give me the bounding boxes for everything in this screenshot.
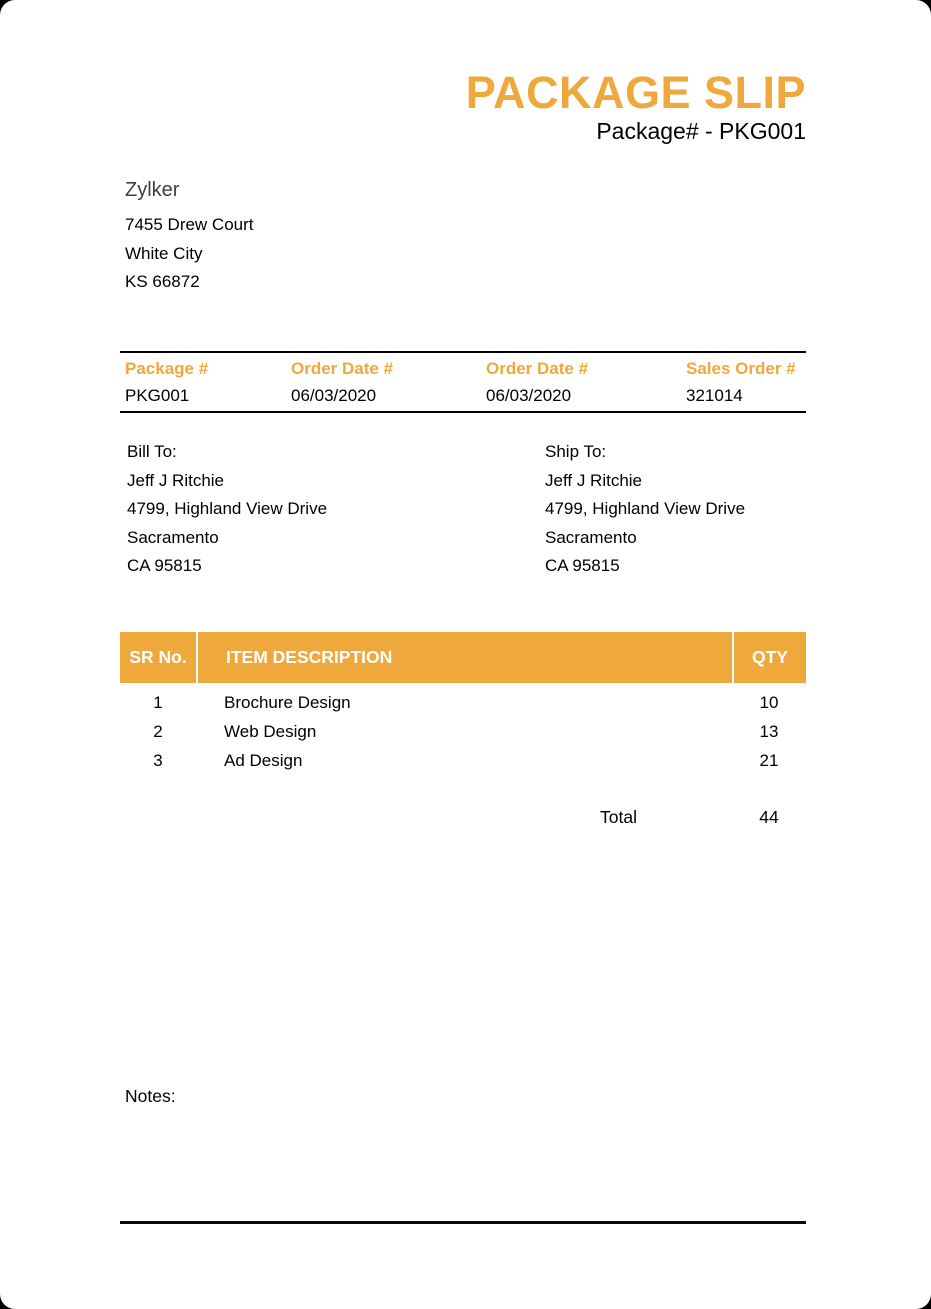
ship-to-city: Sacramento [545,527,637,547]
bill-to-city: Sacramento [127,527,219,547]
package-info-value-row [120,382,806,411]
item-sr-no: 1 [153,693,163,712]
item-description: Ad Design [224,750,303,770]
company-address [125,211,254,297]
package-number: Package# - PKG001 [596,118,806,144]
item-qty: 10 [759,693,779,712]
item-qty: 13 [759,721,779,741]
items-header-description: ITEM DESCRIPTION [196,632,732,683]
notes-label: Notes: [125,1086,176,1106]
total-spacer [120,803,196,832]
ship-to-block [545,438,745,581]
bill-to-state-zip: CA 95815 [127,556,202,575]
package-info-header-row [120,353,806,382]
items-table-body [120,683,806,775]
table-row [120,718,806,747]
info-value-sales-order: 321014 [686,386,743,405]
footer-divider [120,1221,806,1224]
item-qty: 21 [759,750,779,770]
bill-to-block [127,438,327,581]
items-header-sr-no: SR No. [129,647,187,667]
document-title: PACKAGE SLIP [465,67,806,118]
info-header-order-date-2: Order Date # [486,359,589,378]
bill-to-name: Jeff J Ritchie [127,470,225,490]
item-description: Web Design [224,721,317,741]
company-block [125,177,254,297]
document-header [122,67,806,144]
items-header-qty: QTY [732,632,806,683]
company-address-line: White City [125,243,203,263]
ship-to-street: 4799, Highland View Drive [545,499,746,518]
bill-to-street: 4799, Highland View Drive [127,499,328,518]
package-info-table [120,351,806,413]
company-address-line: 7455 Drew Court [125,215,254,234]
total-label: Total [600,807,637,827]
table-row [120,747,806,776]
table-row [120,689,806,718]
item-sr-no: 2 [153,721,163,741]
info-value-order-date-1: 06/03/2020 [291,386,377,405]
info-value-package-number: PKG001 [125,386,190,405]
total-row [120,803,806,832]
info-header-package-number: Package # [125,359,209,378]
item-sr-no: 3 [153,750,163,770]
bill-to-label: Bill To: [127,442,177,461]
info-header-order-date-1: Order Date # [291,359,394,378]
company-address-line: KS 66872 [125,272,200,291]
item-description: Brochure Design [224,693,351,712]
info-header-sales-order: Sales Order # [686,359,796,378]
info-value-order-date-2: 06/03/2020 [486,386,572,405]
ship-to-state-zip: CA 95815 [545,556,620,575]
items-table-header [120,632,806,683]
ship-to-label: Ship To: [545,442,607,461]
ship-to-name: Jeff J Ritchie [545,470,643,490]
total-qty-value: 44 [759,807,779,827]
company-name: Zylker [125,179,180,201]
